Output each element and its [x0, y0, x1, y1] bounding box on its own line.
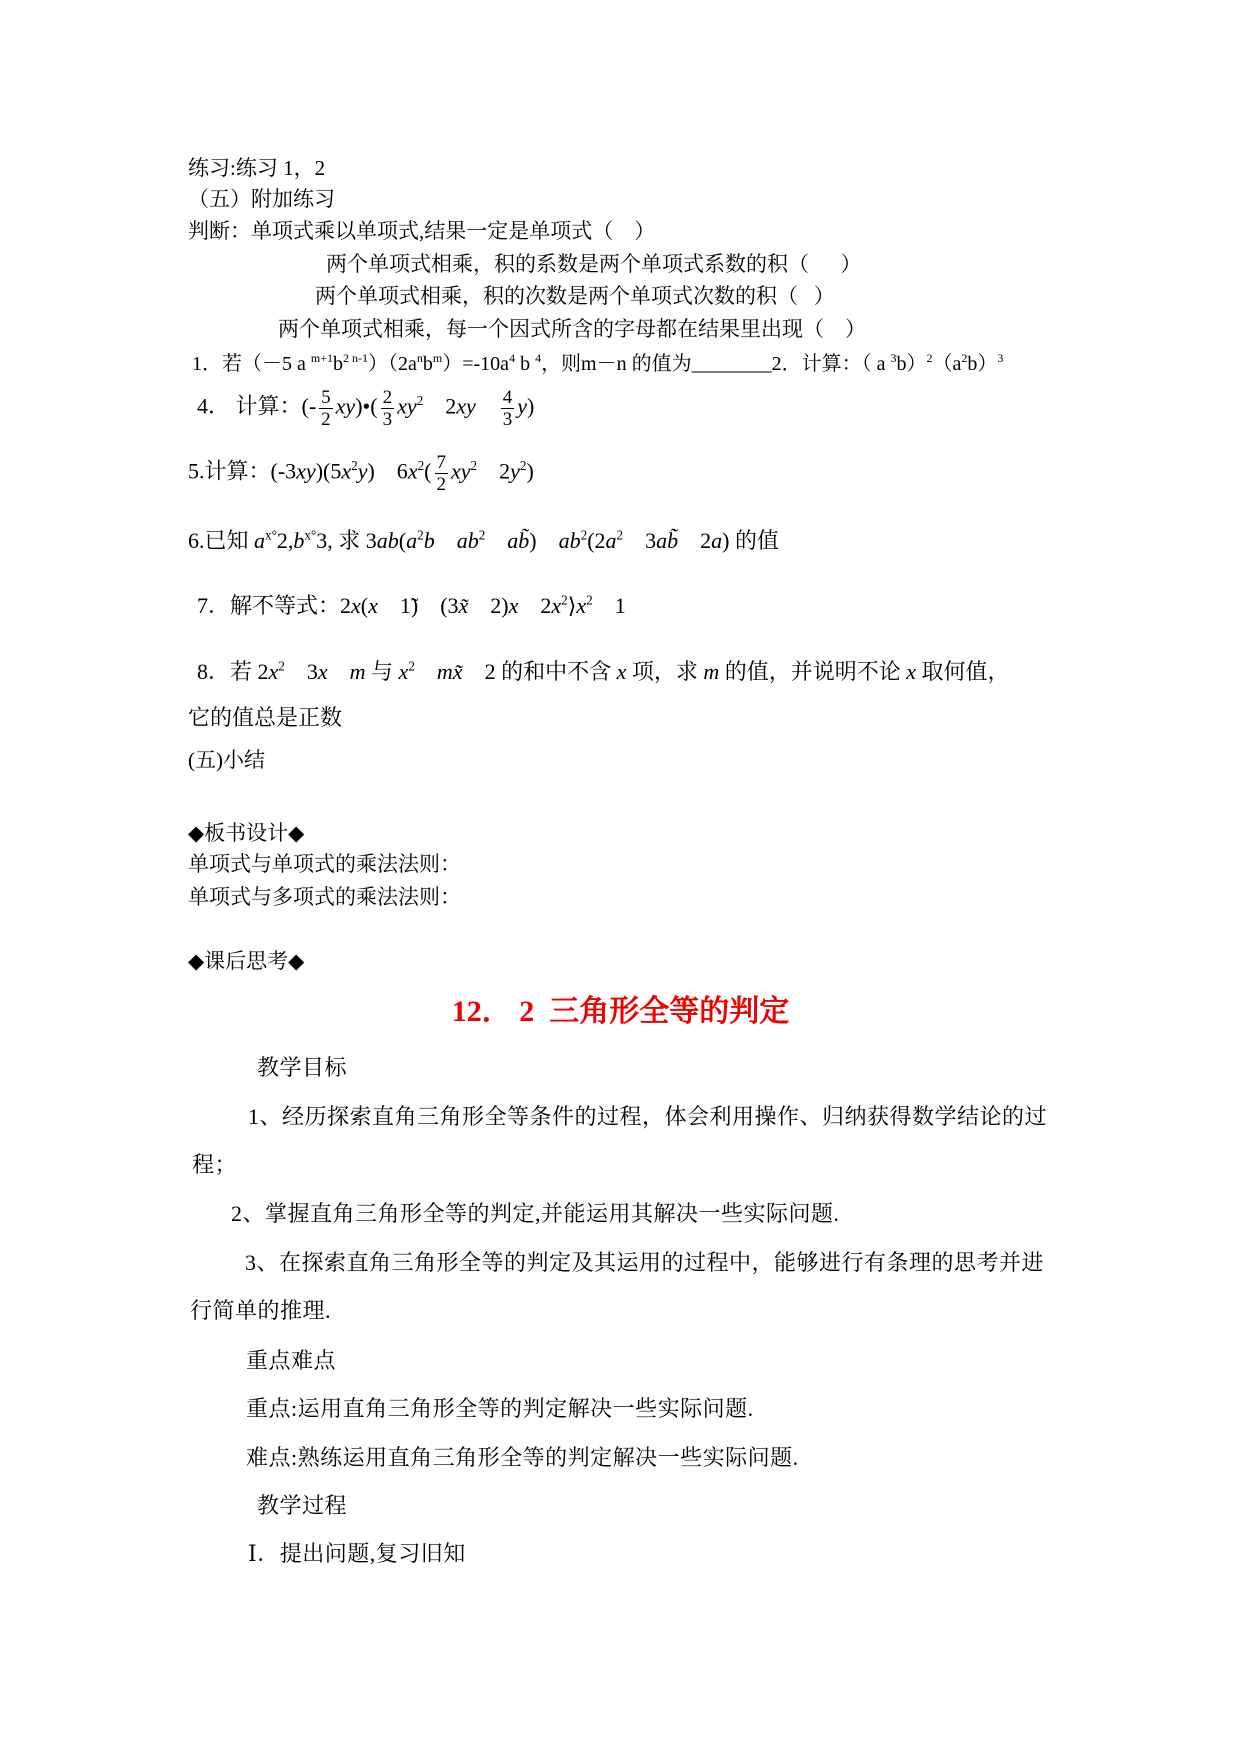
math-text: 2	[423, 393, 457, 419]
math-text: )	[526, 393, 535, 419]
math-variable: y	[357, 458, 368, 484]
math-text: (-	[301, 393, 317, 419]
math-text: 3	[284, 659, 318, 684]
fraction-numerator: 7	[436, 452, 446, 473]
math-text	[435, 528, 457, 553]
math-variable: a	[711, 528, 723, 553]
problem-4	[197, 387, 534, 430]
math-text: ) 的值	[722, 528, 779, 553]
math-text: (	[424, 458, 432, 484]
math-variable: x	[317, 659, 328, 684]
math-text: 2,	[276, 528, 294, 553]
math-variable: ab̃	[656, 528, 679, 553]
objective-line: 3、在探索直角三角形全等的判定及其运用的过程中，能够进行有条理的思考并进	[245, 1250, 1045, 1275]
math-variable: x̃	[458, 593, 469, 618]
math-superscript: 2	[586, 592, 593, 608]
math-variable: a	[406, 528, 418, 553]
math-superscript: 2	[351, 457, 358, 473]
math-superscript: m	[432, 351, 443, 366]
math-superscript: 2	[417, 457, 425, 473]
math-text: 7．解不等式：	[197, 593, 341, 618]
math-text: 3, 求 3	[316, 528, 377, 553]
math-text	[328, 659, 350, 684]
math-variable: x	[341, 458, 352, 484]
math-variable: xy	[456, 393, 476, 419]
math-text: b	[515, 353, 536, 375]
math-text: 5.计算：	[188, 458, 271, 484]
exercise-line: 练习:练习 1，2	[188, 156, 326, 180]
focus-heading: 重点难点	[246, 1348, 337, 1373]
math-variable: x	[551, 593, 562, 618]
board-rule: 单项式与多项式的乘法法则：	[188, 885, 461, 909]
math-text	[415, 659, 437, 684]
math-text: 6.已知	[188, 528, 255, 553]
objectives-heading: 教学目标	[257, 1055, 348, 1080]
math-text: ）=-10a	[442, 353, 510, 375]
fraction	[501, 387, 515, 430]
math-variable: xy	[335, 393, 356, 419]
fraction-numerator: 4	[502, 387, 513, 408]
math-text: (	[360, 593, 369, 618]
difficult-point: 难点:熟练运用直角三角形全等的判定解决一些实际问题.	[246, 1445, 799, 1470]
math-superscript: 3	[997, 351, 1004, 366]
math-variable: m	[703, 659, 720, 684]
math-superscript: 2	[416, 392, 424, 408]
problem-8-continuation: 它的值总是正数	[188, 705, 343, 730]
math-text: (2	[587, 528, 606, 553]
math-text	[485, 528, 507, 553]
math-text: )	[529, 528, 559, 553]
math-text: )•(	[355, 393, 378, 419]
math-variable: x	[368, 593, 378, 618]
math-variable: x	[508, 593, 519, 618]
objective-line: 2、掌握直角三角形全等的判定,并能运用其解决一些实际问题.	[231, 1201, 840, 1226]
math-variable: x	[616, 659, 627, 684]
math-text: ）（2a	[368, 353, 417, 375]
judge-statement: 两个单项式相乘，积的次数是两个单项式次数的积（ ）	[315, 284, 835, 308]
fraction-denominator: 2	[436, 474, 446, 495]
math-variable: xy	[397, 393, 417, 419]
fraction-denominator: 3	[502, 409, 513, 430]
math-superscript: 4	[509, 351, 516, 366]
math-text: b）	[896, 353, 927, 375]
math-variable: b	[423, 528, 435, 553]
problem-5	[188, 452, 534, 495]
math-variable: mx̃	[436, 659, 463, 684]
math-text: 2	[477, 458, 511, 484]
math-superscript: 2	[408, 658, 415, 674]
math-text: 与	[365, 659, 399, 684]
math-variable: xy	[296, 458, 316, 484]
math-text: b	[422, 353, 433, 375]
math-text: 项，求	[626, 659, 704, 684]
key-point: 重点:运用直角三角形全等的判定解决一些实际问题.	[246, 1396, 754, 1421]
section-title: 12． 2 三角形全等的判定	[451, 995, 790, 1028]
fraction-denominator: 2	[321, 409, 331, 430]
fraction	[435, 452, 449, 495]
math-variable: x	[351, 593, 361, 618]
math-text: ，则m－n 的值为________2．计算：（ a	[541, 353, 891, 375]
math-variable: ab	[376, 528, 399, 553]
fraction-denominator: 3	[382, 409, 393, 430]
math-text: 2 的和中不含	[462, 659, 617, 684]
math-text: （a	[932, 353, 962, 375]
math-variable: m	[349, 659, 366, 684]
math-text: b	[333, 353, 343, 375]
fraction-numerator: 2	[382, 387, 393, 408]
math-superscript: n	[416, 351, 423, 366]
math-text: 1	[592, 593, 626, 618]
objective-line: 行简单的推理.	[190, 1298, 332, 1323]
process-step: Ⅰ．提出问题,复习旧知	[248, 1541, 466, 1566]
fraction	[319, 387, 333, 430]
math-variable: ab	[558, 528, 581, 553]
board-design-heading: ◆板书设计◆	[188, 821, 305, 845]
math-superscript: 2	[417, 527, 424, 543]
math-superscript: 2	[561, 592, 568, 608]
summary-heading: (五)小结	[188, 748, 265, 772]
problem-7	[197, 591, 626, 621]
math-variable: x	[576, 593, 587, 618]
math-superscript: 3	[890, 351, 897, 366]
board-rule: 单项式与单项式的乘法法则：	[188, 852, 461, 876]
math-variable: y	[517, 393, 527, 419]
math-text: 2)	[468, 593, 509, 618]
math-superscript: 2	[961, 351, 968, 366]
math-superscript: m+1	[310, 351, 333, 366]
math-superscript: 2	[478, 527, 486, 543]
math-text: 的值，并说明不论	[719, 659, 907, 684]
math-variable: xy	[451, 458, 471, 484]
judge-statement: 两个单项式相乘，每一个因式所含的字母都在结果里出现（ ）	[278, 317, 866, 341]
math-variable: x	[398, 659, 409, 684]
math-text: 取何值，	[916, 659, 1010, 684]
problem-6	[188, 526, 779, 556]
math-superscript: 2	[926, 351, 933, 366]
math-variable: ab	[456, 528, 479, 553]
math-superscript: 2	[278, 658, 285, 674]
fraction	[381, 387, 395, 430]
math-variable: x	[906, 659, 917, 684]
math-text: )	[526, 458, 534, 484]
judge-statement: 判断：单项式乘以单项式,结果一定是单项式（ ）	[188, 219, 656, 243]
problem-1-2	[192, 349, 1003, 379]
math-text	[476, 394, 498, 419]
judge-statement: 两个单项式相乘，积的系数是两个单项式系数的积（ ）	[326, 252, 862, 276]
math-superscript: 2	[580, 527, 588, 543]
math-superscript: 2 n-1	[343, 351, 368, 366]
math-variable: a	[254, 528, 266, 553]
math-superscript: x°	[265, 527, 277, 543]
math-text: 2	[340, 593, 352, 618]
math-superscript: 2	[519, 457, 527, 473]
objective-line: 1、经历探索直角三角形全等条件的过程，体会利用操作、归纳获得数学结论的过	[248, 1104, 1048, 1129]
math-text: 1．若（－5 a	[192, 353, 311, 375]
fraction-numerator: 5	[321, 387, 331, 408]
objective-line: 程；	[192, 1152, 238, 1177]
math-text: 3	[623, 528, 657, 553]
math-variable: ab̃	[507, 528, 530, 553]
math-superscript: x°	[304, 527, 317, 543]
math-superscript: 2	[470, 457, 478, 473]
math-text: ⟩	[567, 593, 577, 618]
math-text: ) 6	[367, 458, 408, 484]
math-variable: b	[293, 528, 305, 553]
math-variable: x	[268, 659, 279, 684]
math-superscript: 4	[535, 351, 542, 366]
after-class-heading: ◆课后思考◆	[188, 949, 305, 973]
math-text: 4． 计算：	[197, 393, 302, 419]
math-text: (	[398, 528, 407, 553]
math-text: )(5	[315, 458, 342, 484]
math-text: b）	[967, 353, 998, 375]
math-text: (-3	[270, 458, 297, 484]
math-variable: x	[407, 458, 418, 484]
problem-8	[197, 657, 1010, 687]
math-text: 8．若 2	[197, 659, 269, 684]
math-text: 1̃) (3	[377, 593, 459, 618]
extra-practice-heading: （五）附加练习	[188, 187, 335, 211]
process-heading: 教学过程	[257, 1493, 348, 1518]
math-variable: y	[510, 458, 520, 484]
math-variable: a	[605, 528, 617, 553]
math-superscript: 2	[616, 527, 624, 543]
math-text: 2	[518, 593, 552, 618]
math-text: 2	[678, 528, 712, 553]
